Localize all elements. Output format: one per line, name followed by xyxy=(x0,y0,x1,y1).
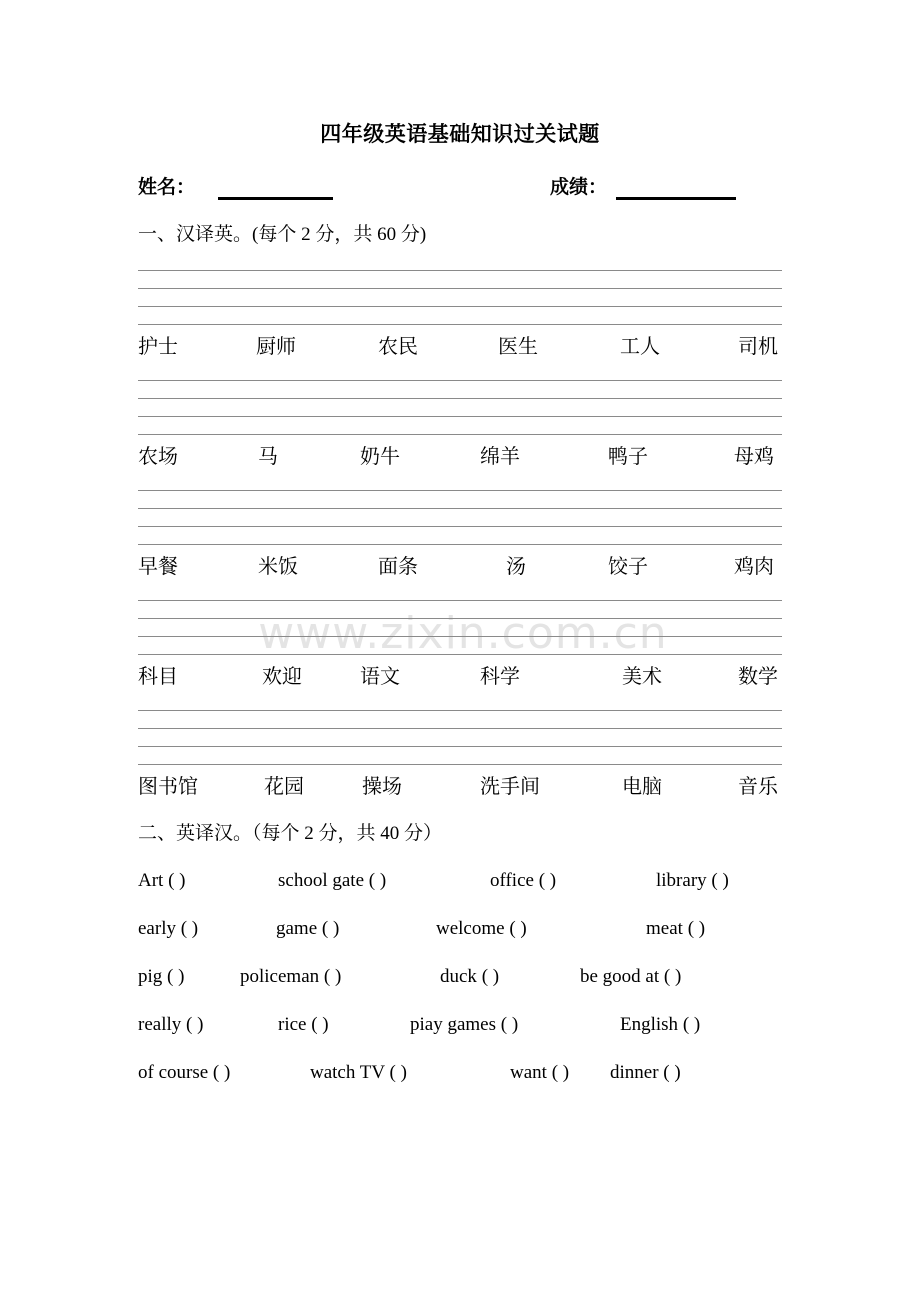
translation-item xyxy=(436,918,527,940)
prompt-word: 农场 xyxy=(138,446,178,468)
writing-lines[interactable] xyxy=(138,588,782,660)
translation-item xyxy=(580,966,681,988)
english-term: pig xyxy=(138,966,163,987)
score-label: 成绩： xyxy=(550,177,608,198)
translation-item xyxy=(138,870,185,892)
prompt-word: 洗手间 xyxy=(480,776,540,798)
english-term: policeman xyxy=(240,966,320,987)
writing-line[interactable] xyxy=(138,324,782,325)
prompt-word: 美术 xyxy=(622,666,662,688)
writing-line[interactable] xyxy=(138,728,782,729)
english-term: watch TV xyxy=(310,1062,385,1083)
prompt-word: 语文 xyxy=(360,666,400,688)
translation-item xyxy=(510,1062,569,1084)
prompt-word: 面条 xyxy=(378,556,418,578)
prompt-word: 米饭 xyxy=(258,556,298,578)
english-term: rice xyxy=(278,1014,307,1035)
writing-line[interactable] xyxy=(138,288,782,289)
writing-line[interactable] xyxy=(138,270,782,271)
writing-line[interactable] xyxy=(138,416,782,417)
prompt-word-row xyxy=(138,330,782,368)
english-term: school gate xyxy=(278,870,365,891)
translation-item xyxy=(440,966,499,988)
section-one-heading: 一、汉译英。(每个 2 分，共 60 分) xyxy=(138,224,427,245)
answer-block xyxy=(138,478,782,588)
translation-item xyxy=(610,1062,681,1084)
prompt-word: 鸡肉 xyxy=(734,556,774,578)
translation-item xyxy=(138,1014,203,1036)
english-term: duck xyxy=(440,966,477,987)
prompt-word: 汤 xyxy=(506,556,526,578)
answer-blank[interactable]: ( ) xyxy=(481,966,500,987)
translation-item xyxy=(138,966,184,988)
prompt-word: 图书馆 xyxy=(138,776,198,798)
answer-blank[interactable]: ( ) xyxy=(389,1062,407,1083)
writing-line[interactable] xyxy=(138,636,782,637)
translation-item xyxy=(138,1062,230,1084)
writing-line[interactable] xyxy=(138,710,782,711)
answer-blank[interactable]: ( ) xyxy=(663,1062,681,1083)
page-title: 四年级英语基础知识过关试题 xyxy=(320,122,600,146)
prompt-word: 音乐 xyxy=(738,776,778,798)
prompt-word: 农民 xyxy=(378,336,418,358)
answer-blank[interactable]: ( ) xyxy=(509,918,527,939)
answer-blank[interactable]: ( ) xyxy=(368,870,387,891)
prompt-word: 早餐 xyxy=(138,556,178,578)
prompt-word-row xyxy=(138,440,782,478)
student-info-row xyxy=(138,172,782,202)
english-term: English xyxy=(620,1014,679,1035)
answer-blank[interactable]: ( ) xyxy=(180,918,199,939)
prompt-word: 绵羊 xyxy=(480,446,520,468)
prompt-word: 马 xyxy=(258,446,278,468)
translation-item xyxy=(276,918,339,940)
writing-lines[interactable] xyxy=(138,698,782,770)
writing-lines[interactable] xyxy=(138,478,782,550)
section-two-heading: 二、英译汉。（每个 2 分，共 40 分） xyxy=(138,823,443,844)
prompt-word: 数学 xyxy=(738,666,778,688)
prompt-word-row xyxy=(138,550,782,588)
prompt-word: 奶牛 xyxy=(360,446,400,468)
english-term: office xyxy=(490,870,534,891)
english-term: meat xyxy=(646,918,683,939)
writing-line[interactable] xyxy=(138,544,782,545)
translation-item xyxy=(240,966,341,988)
answer-blank[interactable]: ( ) xyxy=(663,966,682,987)
english-term: be good at xyxy=(580,966,660,987)
prompt-word: 母鸡 xyxy=(734,446,774,468)
writing-line[interactable] xyxy=(138,434,782,435)
writing-line[interactable] xyxy=(138,490,782,491)
writing-line[interactable] xyxy=(138,746,782,747)
answer-block xyxy=(138,698,782,808)
writing-line[interactable] xyxy=(138,764,782,765)
answer-blank[interactable]: ( ) xyxy=(168,870,186,891)
english-term: really xyxy=(138,1014,182,1035)
translation-item xyxy=(646,918,705,940)
english-term: welcome xyxy=(436,918,505,939)
translation-item xyxy=(278,870,386,892)
answer-blank[interactable]: ( ) xyxy=(687,918,706,939)
translation-item xyxy=(278,1014,329,1036)
prompt-word: 厨师 xyxy=(256,336,296,358)
translation-item xyxy=(410,1014,518,1036)
prompt-word: 科学 xyxy=(480,666,520,688)
prompt-word: 鸭子 xyxy=(608,446,648,468)
writing-line[interactable] xyxy=(138,306,782,307)
answer-blank[interactable]: ( ) xyxy=(551,1062,570,1083)
prompt-word: 电脑 xyxy=(622,776,662,798)
prompt-word: 工人 xyxy=(620,336,660,358)
translation-item xyxy=(656,870,729,892)
answer-blank[interactable]: ( ) xyxy=(500,1014,519,1035)
prompt-word: 科目 xyxy=(138,666,178,688)
answer-blank[interactable]: ( ) xyxy=(167,966,185,987)
english-term: dinner xyxy=(610,1062,659,1083)
english-term: want xyxy=(510,1062,547,1083)
translation-item xyxy=(138,918,198,940)
prompt-word-row xyxy=(138,770,782,808)
answer-blank[interactable]: ( ) xyxy=(682,1014,701,1035)
answer-blank[interactable]: ( ) xyxy=(311,1014,329,1035)
english-term: library xyxy=(656,870,707,891)
answer-blank[interactable]: ( ) xyxy=(538,870,557,891)
writing-line[interactable] xyxy=(138,654,782,655)
site-watermark: www.zixin.com.cn xyxy=(258,608,668,659)
writing-lines[interactable] xyxy=(138,368,782,440)
english-term: game xyxy=(276,918,318,939)
answer-block xyxy=(138,588,782,698)
prompt-word: 医生 xyxy=(498,336,538,358)
answer-blank[interactable]: ( ) xyxy=(323,966,342,987)
prompt-word: 花园 xyxy=(264,776,304,798)
answer-blank[interactable]: ( ) xyxy=(711,870,729,891)
writing-line[interactable] xyxy=(138,618,782,619)
translation-item xyxy=(310,1062,407,1084)
translation-item xyxy=(490,870,556,892)
english-term: early xyxy=(138,918,176,939)
prompt-word: 护士 xyxy=(138,336,178,358)
answer-block xyxy=(138,368,782,478)
writing-line[interactable] xyxy=(138,526,782,527)
writing-line[interactable] xyxy=(138,600,782,601)
writing-line[interactable] xyxy=(138,398,782,399)
name-blank-field[interactable] xyxy=(218,197,333,200)
translation-item xyxy=(620,1014,700,1036)
english-term: Art xyxy=(138,870,164,891)
prompt-word: 饺子 xyxy=(608,556,648,578)
answer-block xyxy=(138,258,782,368)
answer-blank[interactable]: ( ) xyxy=(212,1062,231,1083)
answer-blank[interactable]: ( ) xyxy=(321,918,340,939)
writing-line[interactable] xyxy=(138,508,782,509)
answer-blank[interactable]: ( ) xyxy=(186,1014,204,1035)
writing-line[interactable] xyxy=(138,380,782,381)
writing-lines[interactable] xyxy=(138,258,782,330)
prompt-word: 欢迎 xyxy=(262,666,302,688)
name-label: 姓名： xyxy=(138,177,196,198)
prompt-word: 操场 xyxy=(362,776,402,798)
score-blank-field[interactable] xyxy=(616,197,736,200)
english-term: of course xyxy=(138,1062,209,1083)
prompt-word-row xyxy=(138,660,782,698)
prompt-word: 司机 xyxy=(738,336,778,358)
english-term: piay games xyxy=(410,1014,497,1035)
